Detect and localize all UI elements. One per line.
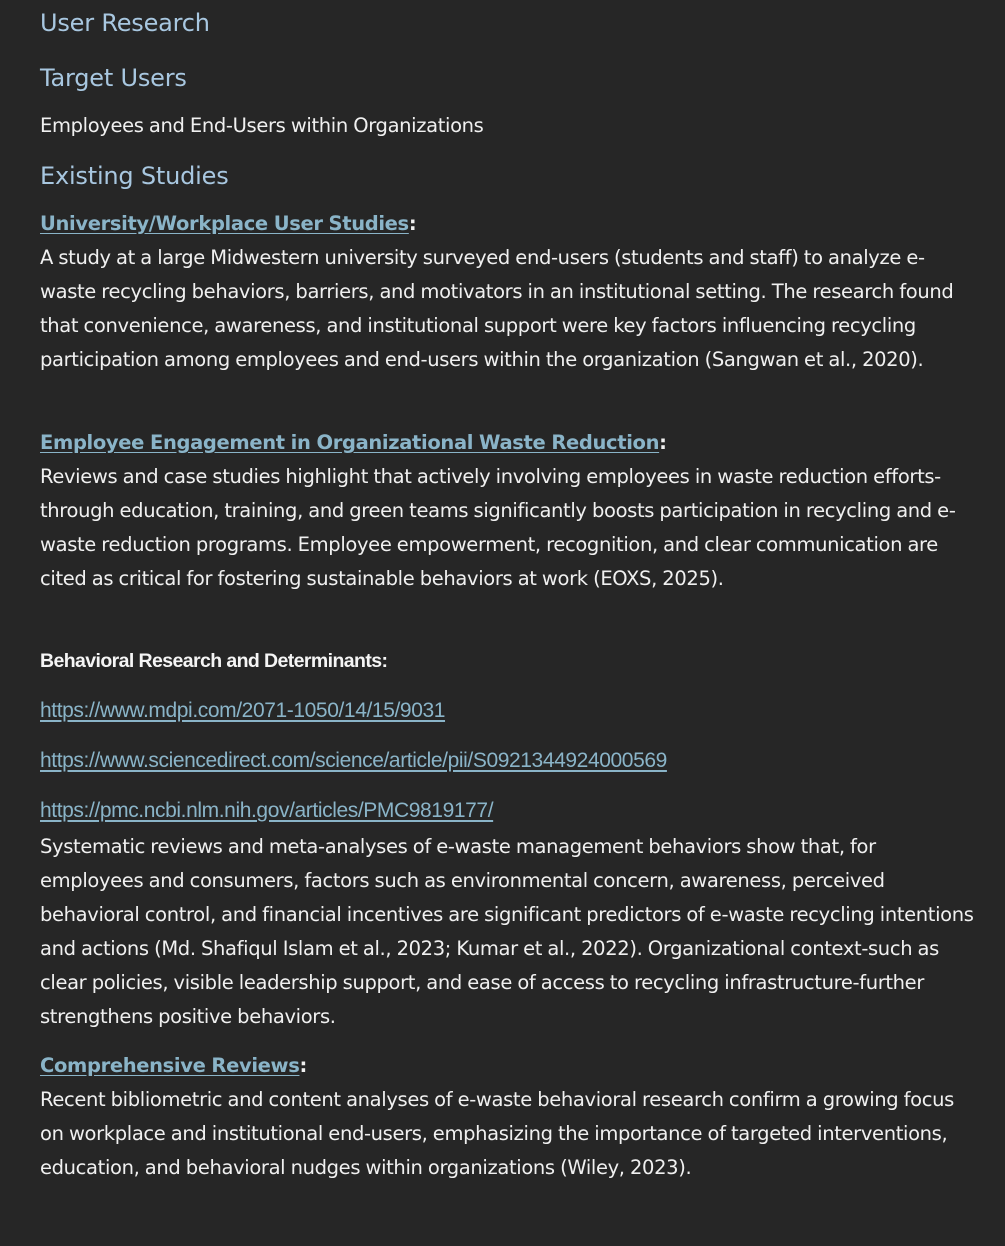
study-body: Reviews and case studies highlight that actively involving employees in waste reduction efforts-through education, training, and green teams significantly boosts participation in recycling and e-waste reduction programs. Employee empowerment, recognition, and clear communication are cited as critical for fostering sustainable behaviors at work (EOXS, 2025). [40, 465, 956, 590]
page-title: User Research [40, 9, 210, 37]
employee-engagement-link[interactable]: Employee Engagement in Organizational Waste Reduction [40, 431, 660, 454]
study-title-line [40, 207, 977, 241]
study-body: Recent bibliometric and content analyses of e-waste behavioral research confirm a growing focus on workplace and institutional end-users, emphasizing the importance of targeted interventions, education, and behavioral nudges within organizations (Wiley, 2023). [40, 1088, 954, 1179]
university-workplace-studies-link[interactable]: University/Workplace User Studies [40, 212, 409, 235]
study-comprehensive-reviews [40, 1049, 977, 1185]
colon: : [659, 431, 667, 454]
behavioral-research-heading: Behavioral Research and Determinants: [40, 650, 388, 672]
study-title-line [40, 1049, 977, 1083]
colon: : [299, 1054, 307, 1077]
comprehensive-reviews-link[interactable]: Comprehensive Reviews [40, 1054, 300, 1077]
study-body: A study at a large Midwestern university surveyed end-users (students and staff) to analyze e-waste recycling behaviors, barriers, and motivators in an institutional setting. The research found that convenience, awareness, and institutional support were key factors influencing recycling participation among employees and end-users within the organization (Sangwan et al., 2020). [40, 246, 954, 371]
study-university-workplace [40, 207, 977, 377]
behavioral-research-body: Systematic reviews and meta-analyses of e-waste management behaviors show that, for employees and consumers, factors such as environmental concern, awareness, perceived behavioral control, and financial incentives are significant predictors of e-waste recycling intentions and actions (Md. Shafiqul Islam et al., 2023; Kumar et al., 2022). Organizational context-such as clear policies, visible leadership support, and ease of access to recycling infrastructure-further strengthens positive behaviors. [40, 835, 974, 1028]
mdpi-link[interactable]: https://www.mdpi.com/2071-1050/14/15/9031 [40, 699, 446, 722]
sciencedirect-link[interactable]: https://www.sciencedirect.com/science/article/pii/S0921344924000569 [40, 749, 667, 772]
colon: : [408, 212, 417, 235]
target-users-text: Employees and End-Users within Organizations [40, 114, 484, 137]
existing-studies-heading: Existing Studies [40, 162, 229, 190]
ncbi-link[interactable]: https://pmc.ncbi.nlm.nih.gov/articles/PMC9819177/ [40, 799, 494, 822]
study-title-line [40, 426, 977, 460]
target-users-heading: Target Users [40, 64, 187, 92]
study-employee-engagement [40, 426, 977, 596]
